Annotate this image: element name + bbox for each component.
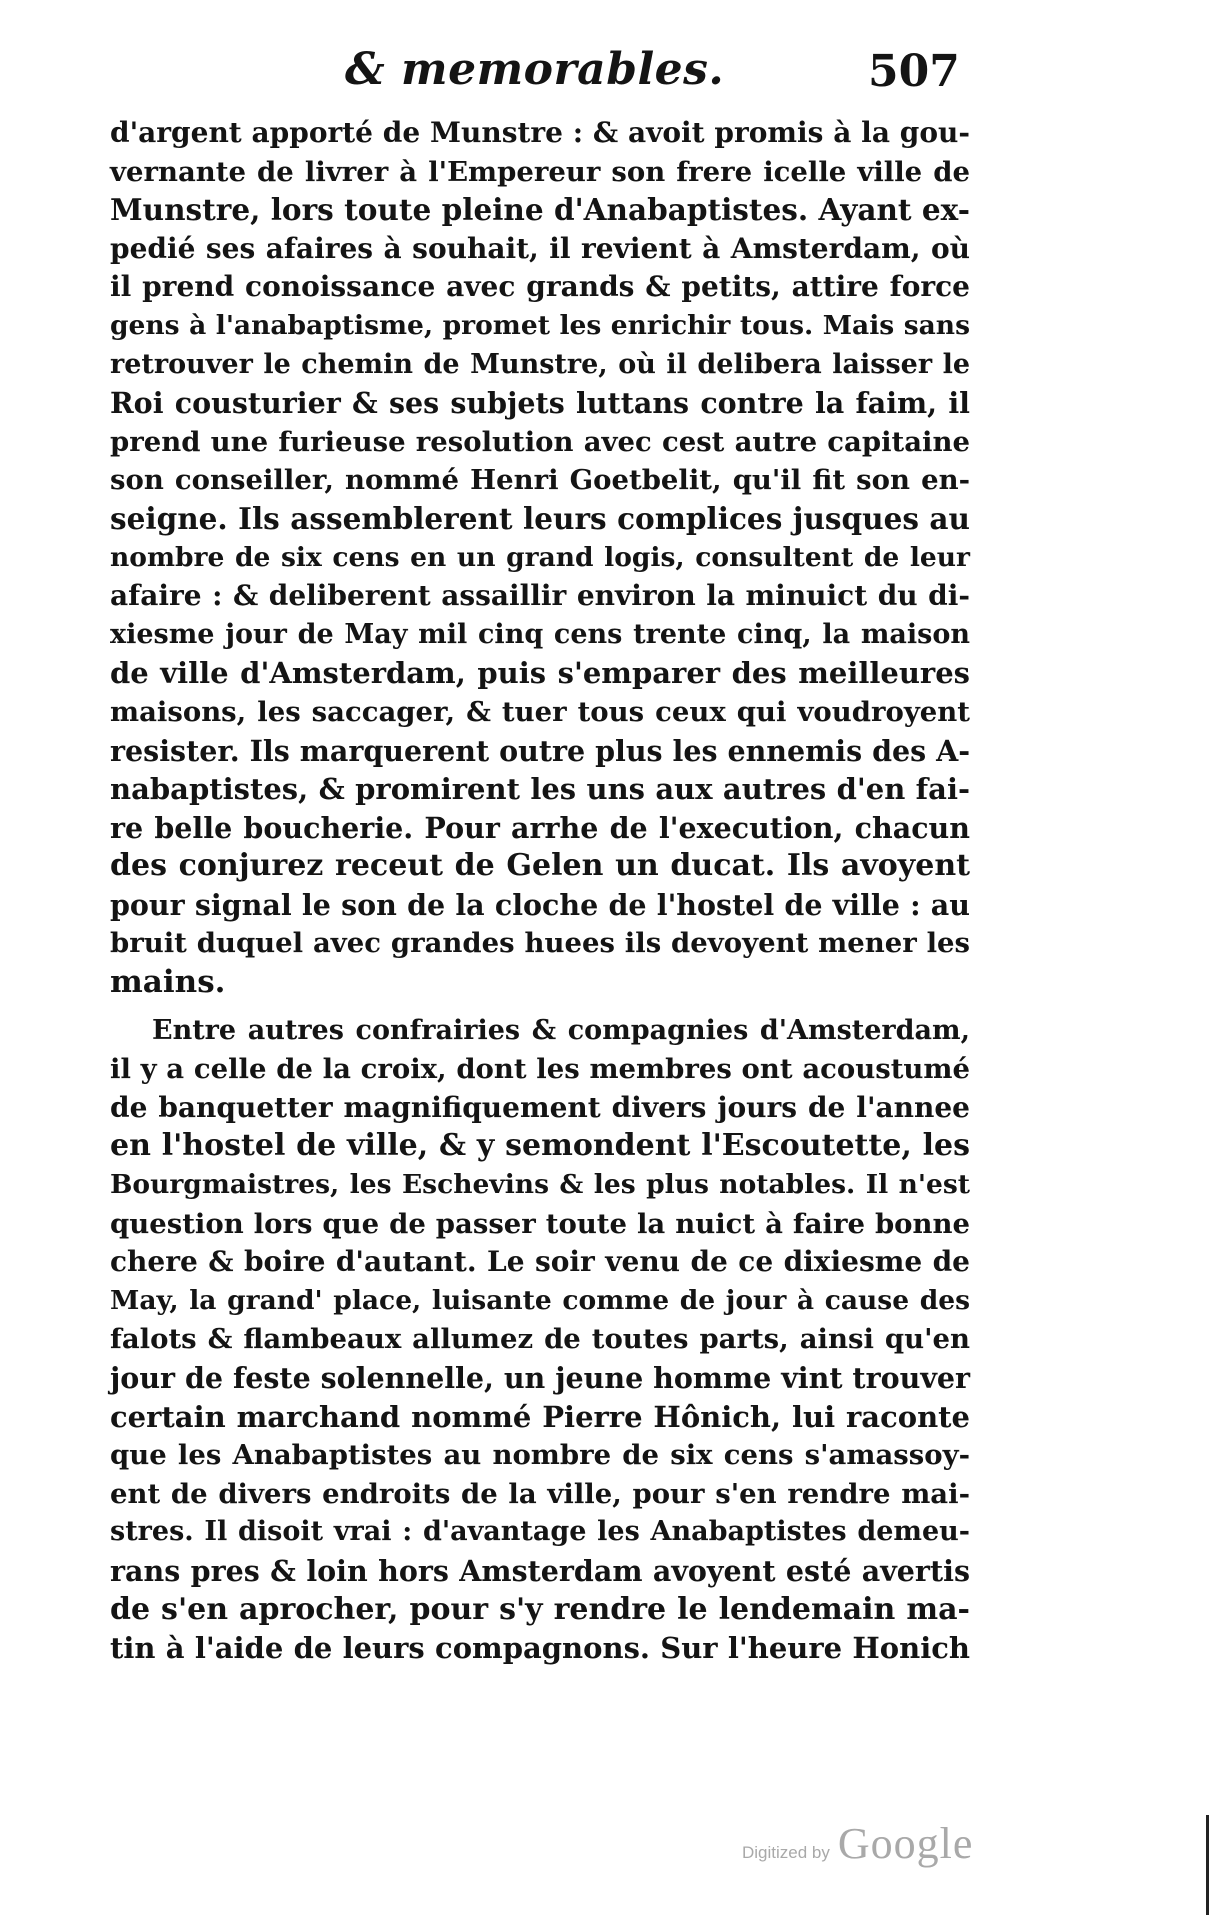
text-line: May, la grand' place, luisante comme de jour à cause des: [110, 1284, 970, 1316]
text-line: de ville d'Amsterdam, puis s'emparer des meilleures: [110, 656, 970, 691]
text-line: Bourgmaistres, les Eschevins & les plus notables. Il n'est: [110, 1169, 970, 1201]
text-line: tin à l'aide de leurs compagnons. Sur l'heure Honich: [110, 1631, 970, 1666]
watermark-brand: Google: [837, 1819, 974, 1868]
text-line: nabaptistes, & promirent les uns aux autres d'en fai-: [110, 772, 970, 807]
text-line: resister. Ils marquerent outre plus les ennemis des A-: [110, 733, 971, 768]
digitization-watermark: [742, 1818, 973, 1869]
running-head: & memorables.: [345, 44, 725, 95]
text-line: rans pres & loin hors Amsterdam avoyent esté avertis: [110, 1553, 970, 1588]
text-line: gens à l'anabaptisme, promet les enrichir tous. Mais sans: [110, 309, 970, 341]
text-line: vernante de livrer à l'Empereur son frere icelle ville de: [110, 155, 970, 188]
text-line: jour de feste solennelle, un jeune homme vint trouver: [110, 1361, 971, 1395]
text-line: son conseiller, nommé Henri Goetbelit, qu'il fit son en-: [110, 464, 970, 497]
text-line: chere & boire d'autant. Le soir venu de ce dixiesme de: [110, 1245, 970, 1279]
text-line: seigne. Ils assemblerent leurs complices jusques au: [110, 500, 970, 536]
text-line: re belle boucherie. Pour arrhe de l'execution, chacun: [110, 810, 970, 845]
text-line: il y a celle de la croix, dont les membres ont acoustumé: [110, 1053, 970, 1086]
paragraph-2: [110, 1012, 970, 1668]
text-line: question lors que de passer toute la nuict à faire bonne: [110, 1207, 970, 1240]
text-line: bruit duquel avec grandes huees ils devoyent mener les: [110, 927, 970, 960]
text-line: Entre autres confrairies & compagnies d'Amsterdam,: [152, 1014, 970, 1046]
text-line: mains.: [110, 964, 226, 1001]
text-line: de banquetter magnifiquement divers jours de l'annee: [110, 1090, 970, 1124]
text-line: Roi cousturier & ses subjets luttans contre la faim, il: [110, 386, 970, 421]
text-line: certain marchand nommé Pierre Hônich, lui raconte: [110, 1399, 970, 1434]
text-line: pedié ses afaires à souhait, il revient à Amsterdam, où: [110, 231, 970, 265]
text-line: que les Anabaptistes au nombre de six cens s'amassoy-: [110, 1439, 970, 1472]
page-edge-mark: [1206, 1815, 1209, 1915]
text-line: nombre de six cens en un grand logis, consultent de leur: [110, 541, 970, 573]
body-text: [110, 114, 970, 1668]
text-line: il prend conoissance avec grands & petits, attire force: [110, 270, 970, 304]
text-line: stres. Il disoit vrai : d'avantage les Anabaptistes demeu-: [110, 1516, 970, 1548]
text-line: retrouver le chemin de Munstre, où il delibera laisser le: [110, 348, 970, 380]
text-line: des conjurez receut de Gelen un ducat. Ils avoyent: [110, 848, 970, 884]
text-line: d'argent apporté de Munstre : & avoit promis à la gou-: [110, 116, 970, 149]
text-line: pour signal le son de la cloche de l'hostel de ville : au: [110, 887, 970, 922]
page-number: 507: [868, 46, 960, 97]
text-line: prend une furieuse resolution avec cest autre capitaine: [110, 425, 970, 458]
text-line: maisons, les saccager, & tuer tous ceux qui voudroyent: [110, 695, 970, 728]
text-line: Munstre, lors toute pleine d'Anabaptistes. Ayant ex-: [110, 192, 970, 228]
paragraph-1: [110, 114, 970, 1002]
text-line: afaire : & deliberent assaillir environ la minuict du di-: [110, 579, 970, 613]
text-line: de s'en aprocher, pour s'y rendre le lendemain ma-: [110, 1591, 970, 1627]
text-line: ent de divers endroits de la ville, pour s'en rendre mai-: [110, 1477, 970, 1510]
text-line: en l'hostel de ville, & y semondent l'Escoutette, les: [110, 1128, 970, 1164]
text-line: xiesme jour de May mil cinq cens trente cinq, la maison: [110, 618, 970, 650]
text-line: falots & flambeaux allumez de toutes parts, ainsi qu'en: [110, 1323, 970, 1356]
watermark-prefix: Digitized by: [742, 1843, 830, 1862]
